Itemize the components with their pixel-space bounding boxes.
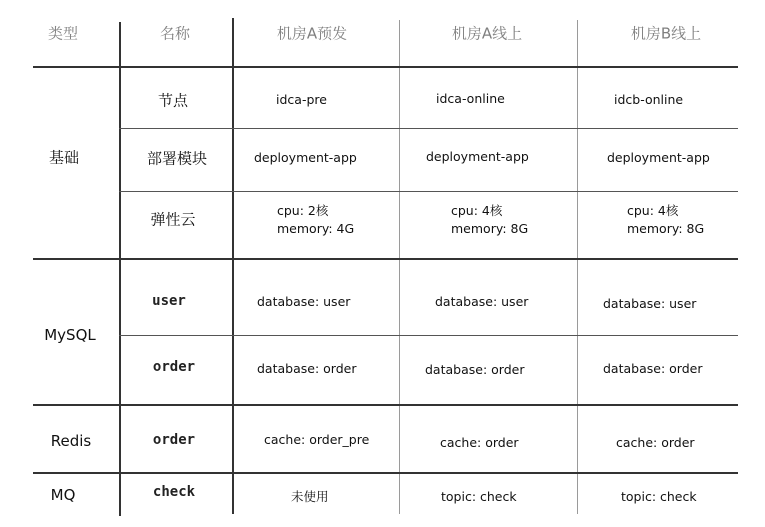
category-base: 基础: [48, 148, 80, 167]
cell-mysql-user-b-online: database: user: [603, 296, 697, 311]
cell-node-b-online: idcb-online: [614, 92, 684, 107]
cell-elastic-a-pre-memory: memory: 4G: [277, 221, 355, 236]
cell-elastic-b-online-memory: memory: 8G: [627, 221, 705, 236]
divider-header: [33, 66, 738, 68]
divider-row-node: [119, 128, 738, 129]
divider-group-base: [33, 258, 738, 260]
cell-mysql-order-a-pre: database: order: [257, 361, 357, 376]
cell-mq-check-b-online: topic: check: [621, 489, 697, 504]
cell-mysql-order-a-online: database: order: [425, 362, 525, 377]
cell-deploy-a-online: deployment-app: [426, 149, 529, 164]
cell-mysql-order-b-online: database: order: [603, 361, 703, 376]
name-mq-check: check: [152, 484, 196, 500]
divider-col-1: [119, 22, 121, 516]
name-redis-order: order: [152, 432, 196, 448]
name-mysql-order: order: [152, 359, 196, 375]
name-node: 节点: [157, 91, 189, 110]
cell-mq-check-a-pre: 未使用: [291, 489, 329, 504]
cell-elastic-a-pre-cpu: cpu: 2核: [277, 203, 329, 218]
header-room-b-online: 机房B线上: [630, 24, 702, 43]
cell-elastic-b-online: [627, 202, 704, 238]
header-room-a-online: 机房A线上: [451, 24, 523, 43]
divider-row-deploy: [119, 191, 738, 192]
divider-col-3: [399, 20, 400, 514]
category-redis: Redis: [50, 432, 92, 450]
cell-node-a-pre: idca-pre: [276, 92, 327, 107]
cell-elastic-a-online: [451, 202, 528, 238]
name-deploy-module: 部署模块: [146, 149, 208, 168]
divider-col-2: [232, 18, 234, 514]
cell-deploy-b-online: deployment-app: [607, 150, 710, 165]
header-type: 类型: [47, 24, 79, 43]
cell-elastic-a-pre: [277, 202, 354, 238]
divider-row-user: [119, 335, 738, 336]
cell-mq-check-a-online: topic: check: [441, 489, 517, 504]
divider-group-redis: [33, 472, 738, 474]
cell-node-a-online: idca-online: [436, 91, 505, 106]
cell-redis-order-a-online: cache: order: [440, 435, 519, 450]
cell-mysql-user-a-pre: database: user: [257, 294, 351, 309]
cell-deploy-a-pre: deployment-app: [254, 150, 357, 165]
cell-mysql-user-a-online: database: user: [435, 294, 529, 309]
cell-redis-order-b-online: cache: order: [616, 435, 695, 450]
category-mq: MQ: [50, 486, 76, 504]
divider-col-4: [577, 20, 578, 514]
name-elastic-cloud: 弹性云: [150, 210, 196, 229]
cell-elastic-a-online-memory: memory: 8G: [451, 221, 529, 236]
cell-elastic-b-online-cpu: cpu: 4核: [627, 203, 679, 218]
header-name: 名称: [159, 24, 191, 43]
cell-elastic-a-online-cpu: cpu: 4核: [451, 203, 503, 218]
category-mysql: MySQL: [44, 326, 96, 344]
divider-group-mysql: [33, 404, 738, 406]
name-mysql-user: user: [152, 293, 186, 309]
header-room-a-pre: 机房A预发: [276, 24, 348, 43]
cell-redis-order-a-pre: cache: order_pre: [264, 432, 370, 447]
